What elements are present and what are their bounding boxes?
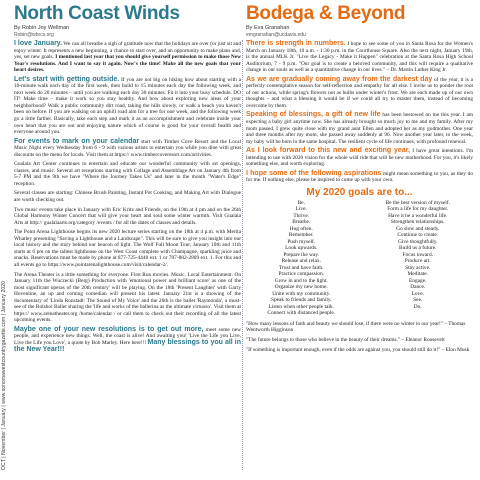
north-coast-paragraph: Two music events take place in January with Eric Kritz and Friends, on the 19th at 4 pm and on the 26th Global Harmony Winter Concert that will give your heart and soul some winter warmth. Visit Gualala Arts at http:// gualalaarts.org/category /events / for all the dates of classes and details. bbox=[14, 206, 241, 226]
goal-line: Unite with my community. bbox=[272, 290, 331, 297]
goal-line: Go slow and steady. bbox=[396, 225, 440, 232]
goal-line: Engage. bbox=[408, 277, 427, 284]
bodega-email[interactable]: emgranahan@ucdavis.edu bbox=[246, 31, 306, 38]
goal-line: Dance. bbox=[410, 284, 426, 291]
north-coast-email[interactable]: Robin@wbrcs.org bbox=[14, 31, 54, 38]
goal-line: Grow in and to the light. bbox=[274, 277, 328, 284]
north-coast-paragraph: Several classes are starting: Chinese Brush Painting, Instant Pot Cooking, and Making Art with Dialogue are worth checking out. bbox=[14, 190, 241, 204]
goal-line: Prepare the way. bbox=[283, 251, 320, 258]
north-coast-author: By Robin Joy Wellman bbox=[14, 25, 70, 31]
north-coast-paragraph: I love January. We can all breathe a sigh of gratitude now that the holidays are over (or just sit and enjoy winter. It represents a new beginning, a chance to start over, and an opportunity to make plans and, yes, set new goals. I mentioned last year that you should give yourself permission to make those New Year's resolutions. And I want to say it again. Now's the time! Make all the new goals that your heart desires. bbox=[14, 40, 241, 74]
north-coast-title: North Coast Winds bbox=[14, 4, 180, 24]
goal-line: Speak to friends and family. bbox=[270, 297, 332, 304]
quote: "The future belongs to those who believe in the beauty of their dreams." – Eleanor Roosevelt bbox=[246, 337, 445, 344]
page-margin-label: OCT | November | January | www.sonomawestcountrygazette.com | January 2020 bbox=[1, 281, 7, 470]
bodega-author: By Eva Granahan bbox=[246, 25, 290, 31]
goal-line: Practice compassion. bbox=[278, 271, 324, 278]
goal-line: Connect with distanced people. bbox=[267, 310, 336, 317]
goal-line: Hug often. bbox=[289, 225, 313, 232]
bodega-title: Bodega & Beyond bbox=[246, 4, 406, 24]
goal-line: Remember. bbox=[288, 232, 314, 239]
goal-line: Love. bbox=[411, 290, 424, 297]
goal-line: Build us a future. bbox=[399, 245, 437, 252]
goal-line: Be. bbox=[297, 199, 305, 206]
bodega-paragraph: There is strength in numbers. I hope to see some of you in Santa Rosa for the Women's March on January 18th, 10 a.m. - 1:30 p.m. in the Courthouse Square. Also the next night, January 19th, is the annual MLK Jr. "Live the Legacy - Make it Happen" celebration at the Santa Rosa High School Auditorium, 7 - 9 p.m. "Our goal is to create a beloved community, and this will require a qualitative change in our souls as well as a quantitative change in our lives." – Dr. Martin Luther King Jr. bbox=[246, 40, 473, 74]
bodega-column bbox=[246, 4, 473, 478]
north-coast-paragraph: Maybe one of your new resolutions is to get out more, meet some new people, and experience new things. Well, the coast is alive! And awaiting you! 'Live the Life you Live, Live the Life you Love', a quote by Bob Marley. Here here!!! Many blessings to you all in the New Year!!! bbox=[14, 325, 241, 353]
goal-line: Be the best version of myself. bbox=[385, 199, 450, 206]
goal-line: Look upwards. bbox=[285, 245, 318, 252]
goal-line: Breathe. bbox=[292, 219, 311, 226]
bodega-paragraph: Speaking of blessings, a gift of new life has been bestowed on me this year. I am expecting a baby girl anytime now. She has already brought so much joy to me and my family. After my mom passed, I grew quite close with my grand aunt Ellen and adopted her as my godmother. One year and three months after my mom, she passed away suddenly at 96. Now another year later, to the week, my baby will be born in the same hospital. The resilient cycle of life continues, with profound renewal. bbox=[246, 111, 473, 145]
north-coast-column bbox=[14, 4, 241, 478]
goal-line: Have it be a wonderful life. bbox=[388, 212, 448, 219]
bodega-paragraph: As I look forward to this new and exciting year, I have great intentions. I'm intending to use with 2020 vision for the whole wild ride that will be new motherhood. For you, it's likely something else, and worth exploring. bbox=[246, 147, 473, 168]
goal-line: See. bbox=[413, 297, 423, 304]
north-coast-paragraph: The Point Arena Lighthouse begins its new 2020 lecture series starting on the 18th at 4 p.m. with Merita Whatley presenting "Saving a Lighthouse and a Landscape". This will be sure to give you insight into our local history and the story behind our beacon of light. The Wolf Full Moon Tour, January 10th and 11th starts at 6 pm on the tallest lighthouse on the West Coast complete with Champagne, sparkling juice and snacks. Reservations must be made by phone at 877-725-4448 ext. 1 or 707-882-2809 ext. 1. For this and all events go to https://www.pointarenalighthouse.com/visit/calendar-2/. bbox=[14, 229, 241, 268]
goal-line: Organize my new home. bbox=[274, 284, 328, 291]
north-coast-paragraph: Let's start with getting outside. If you are not big on hiking how about starting with a 10-minute walk each day of the first week, then build to 15 minutes each day the following week, and next week do 20 minutes – until you are walking each day 30 minutes. Fit it into your busy schedule. DO IT! Make time – make it work so you stay healthy. And how about exploring new areas of your neighborhood? Walk a public community dirt road, taking the hills slowly, or walk a beach you haven't been on before. If you are walking on an uphill road aim for a tree for one week, and the following week go a little farther. Basically, take each step and mark it as an accomplishment and celebrate inside your own heart that you are out and enjoying nature which of course is good for your overall health and everyone around you. bbox=[14, 75, 241, 136]
quote: "If something is important enough, even if the odds are against you, you should still do it!" – Elon Musk bbox=[246, 346, 470, 353]
north-coast-paragraph: For events to mark on your calendar start with Timber Cove Resort and the Local Music Night every Wednesday from 6 - 9 with various artists to entertain you while you dine with great discounts on the menu for locals. Visit them at https:// www.timbercoveresort.com/activities. bbox=[14, 137, 241, 158]
goal-line: Do. bbox=[413, 303, 422, 310]
goal-line: Listen when other people talk. bbox=[268, 303, 334, 310]
goals-list bbox=[246, 200, 473, 317]
goal-line: Push myself. bbox=[287, 238, 316, 245]
goals-list-left bbox=[246, 200, 357, 317]
north-coast-paragraph: Gualala Art Center continues to entertain and educate our wonderful community with art openings, classes, and music. Several art receptions starting with Collage and Assemblage Art on January 4th from 5-7 PM and the 9th we have "Where the Journey Takes Us" and later in the month "Water's Edge" reception. bbox=[14, 161, 241, 187]
goal-line: Stay active. bbox=[405, 264, 431, 271]
goal-line: Form a life for my daughter. bbox=[387, 206, 449, 213]
goal-line: Produce art. bbox=[404, 258, 431, 265]
goal-line: Strengthen relationships. bbox=[390, 219, 445, 226]
goals-list-right bbox=[363, 200, 474, 317]
goal-line: Trust and have faith. bbox=[279, 264, 324, 271]
bodega-paragraph: I hope some of the following aspirations might mean something to you, as they do for me. If nothing else, please be inspired to come up with your own. bbox=[246, 169, 473, 184]
north-coast-paragraph: The Arena Theater is a little something for everyone. First Run movies. Music. Local Entertainment. On January 11th the Wuczecki (Berg) Production with 'emotional power and brilliant score' as one of the most significant operas of the 20th century' will be playing. On the 18th 'Present Laughter' with Garry Hovenline, an up and coming comedian will present his latest. January 21st is a showing of the documentary of 'Linda Ronstadt: The Sound of My Voice' and the 26th is the ballet 'Raymonda', a must-see of the Bolshoi Ballet sharing the 'life and works of the ballerina as the ultimate virtuoso'. Visit them at https:// www.arenatheater.org /home/calendar / or call them to check out their recording of all the latest upcoming events. bbox=[14, 271, 241, 324]
quote: "How many lessons of faith and beauty we should lose, if there were no winter in our year!" – Thomas Wentworth Higginson bbox=[246, 320, 466, 334]
bodega-paragraph: As we are gradually coming away from the darkest day of the year, it is a perfectly contemplative season for self-reflection and empathy for all else. I invite us to ponder the root of our actions, while spring's flowers not as bulbs under winter's frost. We are each made up of our own thoughts – and what a blessing it would be if we could all try to master them, instead of becoming overcome by them. bbox=[246, 75, 473, 109]
goal-line: Give thoughtfully. bbox=[398, 238, 438, 245]
goal-line: Focus inward. bbox=[402, 251, 434, 258]
goal-line: Thrive. bbox=[293, 212, 310, 219]
goals-heading: My 2020 goals are to... bbox=[306, 186, 413, 198]
goal-line: Release and relax. bbox=[281, 258, 321, 265]
column-divider bbox=[242, 40, 243, 470]
goal-line: Meditate. bbox=[407, 271, 428, 278]
goal-line: Live. bbox=[295, 206, 307, 213]
goal-line: Continue to create. bbox=[397, 232, 439, 239]
